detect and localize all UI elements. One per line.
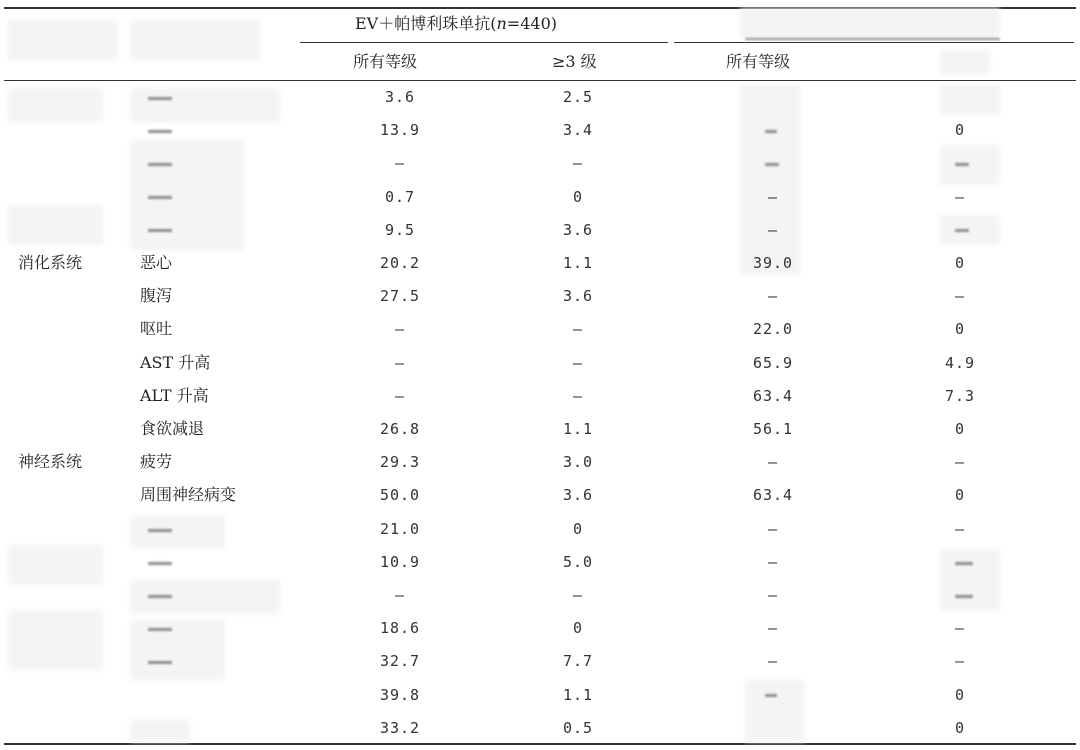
header-bottom-rule <box>4 80 1076 81</box>
comp-grade3-cell: 0 <box>954 685 966 704</box>
comp-all-grades-cell: 65.9 <box>752 353 794 372</box>
ev-all-grades-cell: 29.3 <box>379 453 421 472</box>
comp-grade3-cell <box>900 552 1020 572</box>
obscured-header-right <box>740 8 1000 38</box>
group-underline-left <box>300 42 668 43</box>
ev-all-grades-cell: 10.9 <box>379 552 421 571</box>
obscured-mark <box>148 97 172 100</box>
obscured-mark <box>148 529 172 532</box>
ev-all-grades-cell: 9.5 <box>384 220 416 239</box>
comp-all-grades-cell <box>713 153 833 173</box>
comp-all-grades-cell <box>713 685 833 705</box>
obscured-cells <box>130 720 190 742</box>
ev-grade3-cell: — <box>572 353 584 372</box>
comp-grade3-cell: 0 <box>954 420 966 438</box>
event-cell: 恶心 <box>140 253 173 272</box>
event-cell: AST 升高 <box>140 352 211 372</box>
ev-grade3-cell: 3.6 <box>562 220 594 239</box>
obscured-mark <box>148 196 172 199</box>
ev-grade3-cell: 3.6 <box>562 486 594 505</box>
ev-all-grades-cell: 20.2 <box>379 254 421 272</box>
comp-all-grades-cell: 56.1 <box>752 420 794 438</box>
event-cell: 周围神经病变 <box>140 485 237 505</box>
ev-all-grades-cell: 3.6 <box>384 88 416 106</box>
col-header-grade3plus: ≥3 级 <box>552 52 597 71</box>
comp-all-grades-cell <box>713 718 833 738</box>
ev-grade3-cell: — <box>572 320 584 339</box>
comp-grade3-cell: 0 <box>954 121 966 140</box>
comp-all-grades-cell: 39.0 <box>752 254 794 272</box>
obscured-cells <box>8 610 103 670</box>
ev-all-grades-cell: 27.5 <box>379 287 421 306</box>
ev-all-grades-cell: — <box>394 154 406 173</box>
ev-all-grades-cell: 50.0 <box>379 486 421 505</box>
ev-grade3-cell: 5.0 <box>562 552 594 571</box>
ev-all-grades-cell: 26.8 <box>379 420 421 438</box>
comp-grade3-cell <box>900 153 1020 173</box>
comp-grade3-cell: — <box>954 287 966 306</box>
system-cell: 神经系统 <box>18 452 83 472</box>
ev-grade3-cell: 3.4 <box>562 121 594 140</box>
obscured-mark <box>148 562 172 565</box>
ev-grade3-cell: 0 <box>572 187 584 206</box>
comp-all-grades-cell: — <box>767 652 779 671</box>
ev-all-grades-cell: 39.8 <box>379 685 421 704</box>
comp-grade3-cell: — <box>954 453 966 472</box>
comp-all-grades-cell: — <box>767 552 779 571</box>
event-cell: 食欲减退 <box>140 419 205 438</box>
ev-grade3-cell: 0.5 <box>562 718 594 737</box>
ev-grade3-cell: 3.0 <box>562 453 594 472</box>
comp-all-grades-cell: — <box>767 187 779 206</box>
comp-all-grades-cell: — <box>767 453 779 472</box>
comp-all-grades-cell: 22.0 <box>752 320 794 339</box>
comp-all-grades-cell: — <box>767 287 779 306</box>
obscured-header-left-2 <box>130 20 260 60</box>
obscured-cells <box>130 140 245 250</box>
ev-all-grades-cell: 13.9 <box>379 121 421 140</box>
ev-all-grades-cell: 33.2 <box>379 718 421 737</box>
comp-grade3-cell: — <box>954 652 966 671</box>
comp-all-grades-cell: 63.4 <box>752 486 794 505</box>
obscured-cells <box>130 620 225 680</box>
ev-all-grades-cell: — <box>394 353 406 372</box>
comp-grade3-cell <box>900 220 1020 240</box>
obscured-mark <box>148 130 172 133</box>
ev-grade3-cell: 3.6 <box>562 287 594 306</box>
comp-all-grades-cell: — <box>767 220 779 239</box>
comp-grade3-cell: 4.9 <box>944 353 976 372</box>
event-cell: ALT 升高 <box>140 385 209 405</box>
ev-grade3-cell: 1.1 <box>562 254 594 272</box>
obscured-mark <box>148 229 172 232</box>
comp-grade3-cell <box>900 87 1020 107</box>
obscured-mark <box>148 628 172 631</box>
ev-all-grades-cell: — <box>394 586 406 604</box>
ev-grade3-cell: 0 <box>572 519 584 538</box>
ev-grade3-cell: 1.1 <box>562 685 594 704</box>
comp-grade3-cell <box>900 585 1020 605</box>
obscured-mark <box>148 163 172 166</box>
group-title: EV＋帕博利珠单抗(n=440) <box>355 14 557 33</box>
comp-all-grades-cell: — <box>767 586 779 604</box>
system-cell: 消化系统 <box>18 253 83 272</box>
comp-grade3-cell: — <box>954 519 966 538</box>
ev-grade3-cell: — <box>572 586 584 604</box>
table-bottom-rule <box>4 743 1076 745</box>
obscured-cells <box>8 88 103 122</box>
obscured-cells <box>740 85 800 275</box>
comp-grade3-cell: — <box>954 187 966 206</box>
obscured-cells <box>130 88 280 122</box>
ev-all-grades-cell: — <box>394 386 406 405</box>
comp-grade3-cell: 0 <box>954 254 966 272</box>
ev-all-grades-cell: 18.6 <box>379 619 421 638</box>
event-cell: 腹泻 <box>140 286 173 306</box>
comp-grade3-cell: 0 <box>954 320 966 339</box>
ev-grade3-cell: 1.1 <box>562 420 594 438</box>
group-underline-right <box>674 42 1074 43</box>
ev-grade3-cell: 0 <box>572 619 584 638</box>
obscured-mark <box>148 661 172 664</box>
comp-grade3-cell: 7.3 <box>944 386 976 405</box>
obscured-cells <box>8 545 103 585</box>
ev-all-grades-cell: 21.0 <box>379 519 421 538</box>
comp-all-grades-cell <box>713 87 833 107</box>
ev-all-grades-cell: — <box>394 320 406 339</box>
ev-all-grades-cell: 0.7 <box>384 187 416 206</box>
event-cell: 呕吐 <box>140 319 173 339</box>
obscured-mark <box>148 595 172 598</box>
col-header-all-grades-2: 所有等级 <box>726 52 791 71</box>
event-cell: 疲劳 <box>140 452 173 472</box>
col-header-all-grades-1: 所有等级 <box>353 52 418 71</box>
comp-grade3-cell: 0 <box>954 718 966 737</box>
ev-all-grades-cell: 32.7 <box>379 652 421 671</box>
ev-grade3-cell: 2.5 <box>562 88 594 106</box>
obscured-cells <box>130 515 225 549</box>
ev-grade3-cell: — <box>572 154 584 173</box>
comp-all-grades-cell: — <box>767 519 779 538</box>
obscured-col4-header <box>940 50 990 74</box>
obscured-cells <box>8 205 103 245</box>
comp-all-grades-cell: 63.4 <box>752 386 794 405</box>
ev-grade3-cell: 7.7 <box>562 652 594 671</box>
comp-grade3-cell: 0 <box>954 486 966 505</box>
obscured-header-left <box>8 20 118 60</box>
comp-grade3-cell: — <box>954 619 966 638</box>
comp-all-grades-cell <box>713 120 833 140</box>
comp-all-grades-cell: — <box>767 619 779 638</box>
obscured-mark <box>745 38 1000 40</box>
ev-grade3-cell: — <box>572 386 584 405</box>
